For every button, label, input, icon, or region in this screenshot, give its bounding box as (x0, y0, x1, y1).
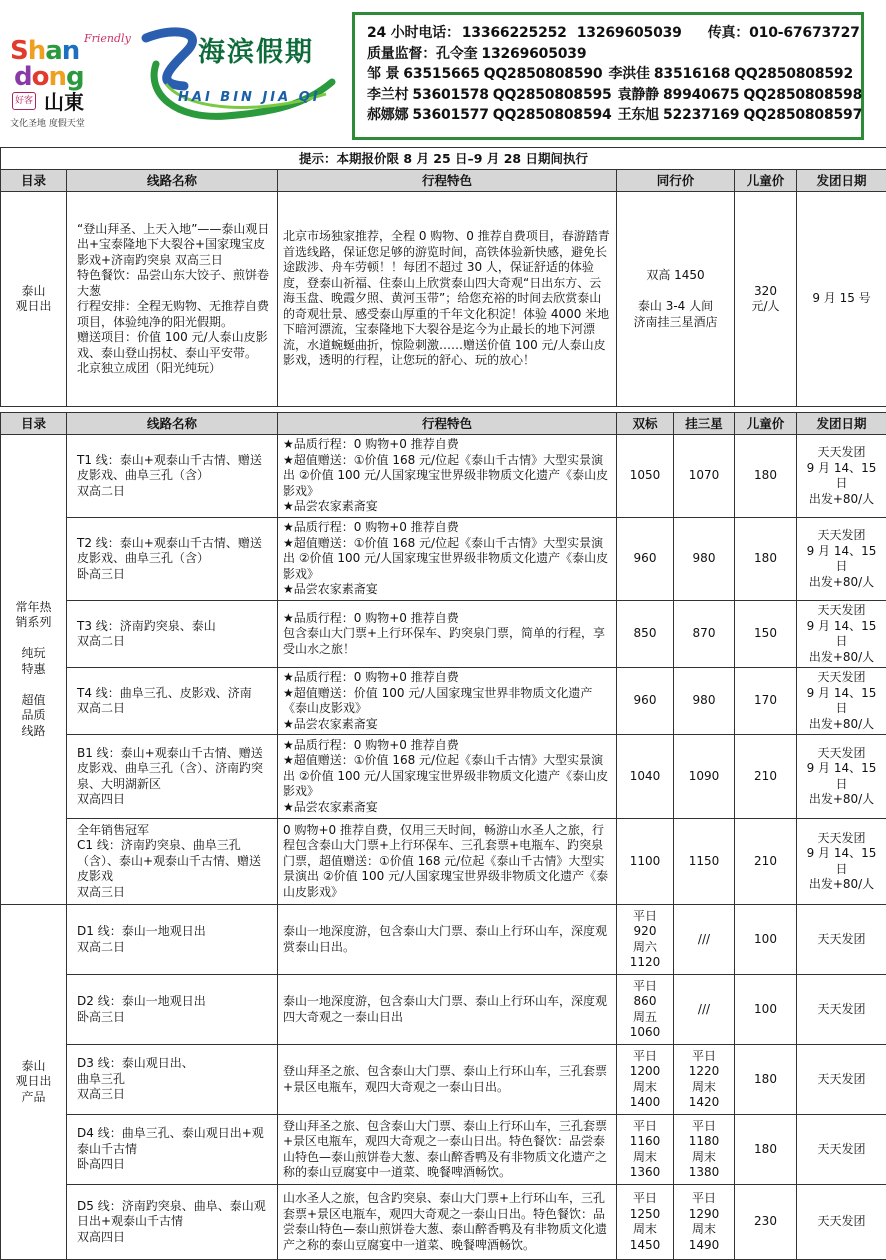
staff-qq: QQ2850808594 (492, 107, 612, 123)
table-row (1, 518, 886, 601)
depart-cell: 天天发团 (797, 1045, 886, 1115)
group-hot-sellers (1, 435, 886, 905)
table-row (1, 1115, 886, 1185)
shuangbiao-price-cell: 850 (617, 601, 674, 668)
depart-cell: 天天发团 (797, 975, 886, 1045)
qa-name: 孔令奎 (436, 45, 478, 62)
child-price-cell: 230 (735, 1185, 797, 1260)
route-cell: B1 线：泰山+观泰山千古情、赠送皮影戏、曲阜三孔（含）、济南趵突泉、大明湖新区 双高四日 (67, 735, 278, 819)
route-cell: D1 线：泰山一地观日出 双高二日 (67, 905, 278, 975)
staff-name: 邹 景 (367, 66, 400, 82)
depart-cell: 天天发团 9 月 14、15 日 出发+80/人 (797, 819, 886, 905)
hotline-label: 24 小时电话： (367, 25, 460, 41)
col-route: 线路名称 (67, 413, 278, 435)
header (0, 0, 886, 146)
staff-phone: 52237169 (662, 107, 740, 123)
shuangbiao-price-cell: 1100 (617, 819, 674, 905)
features-cell: ★品质行程：0 购物+0 推荐自费 包含泰山大门票+上行环保车、趵突泉门票，简单的行程，享受山水之旅！ (278, 601, 617, 668)
logo-haibin-pinyin: HAI BIN JIA QI (178, 90, 321, 105)
staff-phone: 53601578 (412, 86, 489, 103)
features-cell: 0 购物+0 推荐自费，仅用三天时间，畅游山水圣人之旅，行程包含泰山大门票+上行环保车、三孔套票+电瓶车、趵突泉门票，超值赠送：①价值 168 元/位起《泰山千古情》大型实景演出 ②价值 100 元/人国家瑰宝世界级非物质文化遗产《泰山皮影戏》 (278, 819, 617, 905)
three-star-price-cell: 1070 (674, 435, 735, 518)
depart-cell: 天天发团 9 月 14、15 日 出发+80/人 (797, 735, 886, 819)
table-row (1, 435, 886, 518)
col-category: 目录 (1, 413, 67, 435)
route-cell: T1 线：泰山+观泰山千古情、赠送皮影戏、曲阜三孔（含） 双高二日 (67, 435, 278, 518)
child-price-cell: 180 (735, 1115, 797, 1185)
child-price-cell: 100 (735, 905, 797, 975)
depart-cell: 9 月 15 号 (797, 192, 886, 407)
depart-cell: 天天发团 (797, 1185, 886, 1260)
contact-qa-line (367, 44, 861, 65)
col-depart-date: 发团日期 (797, 413, 886, 435)
three-star-price-cell: /// (674, 975, 735, 1045)
child-price-cell: 100 (735, 975, 797, 1045)
shuangbiao-price-cell: 平日 920 周六 1120 (617, 905, 674, 975)
staff-phone: 89940675 (662, 86, 740, 103)
shuangbiao-price-cell: 1050 (617, 435, 674, 518)
table-row (1, 1185, 886, 1260)
table-row (1, 819, 886, 905)
route-cell: D4 线：曲阜三孔、泰山观日出+观泰山千古情 卧高四日 (67, 1115, 278, 1185)
staff-phone: 53601577 (412, 107, 489, 123)
features-cell: ★品质行程：0 购物+0 推荐自费 ★超值赠送：价值 100 元/人国家瑰宝世界非物质文化遗产《泰山皮影戏》 ★品尝农家素斋宴 (278, 668, 617, 735)
three-star-price-cell: 870 (674, 601, 735, 668)
depart-cell: 天天发团 9 月 14、15 日 出发+80/人 (797, 601, 886, 668)
staff-name: 郝娜娜 (367, 107, 409, 123)
fax-label: 传真： (707, 25, 750, 41)
depart-cell: 天天发团 (797, 905, 886, 975)
shuangbiao-price-cell: 平日 860 周五 1060 (617, 975, 674, 1045)
category-cell: 常年热 销系列 纯玩 特惠 超值 品质 线路 (1, 435, 67, 905)
col-child-price: 儿童价 (735, 170, 797, 192)
staff-name: 王东旭 (617, 107, 659, 123)
three-star-price-cell: 1090 (674, 735, 735, 819)
route-price-table (0, 412, 886, 1260)
col-peer-price: 同行价 (617, 170, 735, 192)
features-cell: ★品质行程：0 购物+0 推荐自费 ★超值赠送：①价值 168 元/位起《泰山千古情》大型实景演出 ②价值 100 元/人国家瑰宝世界级非物质文化遗产《泰山皮影戏》 ★品尝农家素斋宴 (278, 735, 617, 819)
col-category: 目录 (1, 170, 67, 192)
features-cell: 登山拜圣之旅、包含泰山大门票、泰山上行环山车，三孔套票+景区电瓶车，观四大奇观之一泰山日出。 (278, 1045, 617, 1115)
shuangbiao-price-cell: 960 (617, 518, 674, 601)
staff-name: 袁静静 (617, 86, 659, 103)
table-row (1, 192, 886, 407)
logo-seal-icon: 好客 (12, 92, 36, 110)
col-features: 行程特色 (278, 413, 617, 435)
depart-cell: 天天发团 9 月 14、15 日 出发+80/人 (797, 435, 886, 518)
three-star-price-cell: /// (674, 905, 735, 975)
shuangbiao-price-cell: 平日 1200 周末 1400 (617, 1045, 674, 1115)
child-price-cell: 180 (735, 518, 797, 601)
features-cell: 泰山一地深度游，包含泰山大门票、泰山上行环山车，深度观四大奇观之一泰山日出 (278, 975, 617, 1045)
route-cell: D3 线：泰山观日出、 曲阜三孔 双高三日 (67, 1045, 278, 1115)
route-cell: D2 线：泰山一地观日出 卧高三日 (67, 975, 278, 1045)
three-star-price-cell: 980 (674, 518, 735, 601)
staff-qq: QQ2850808590 (483, 66, 603, 82)
child-price-cell: 210 (735, 819, 797, 905)
qa-label: 质量监督： (367, 45, 436, 62)
logo-friendly-text: Friendly (84, 32, 131, 45)
child-price-cell: 210 (735, 735, 797, 819)
route-cell: T3 线：济南趵突泉、泰山 双高二日 (67, 601, 278, 668)
contact-box (352, 12, 864, 140)
three-star-price-cell: 1150 (674, 819, 735, 905)
peer-price-cell: 双高 1450 泰山 3-4 人间 济南挂三星酒店 (617, 192, 735, 407)
col-route: 线路名称 (67, 170, 278, 192)
three-star-price-cell: 980 (674, 668, 735, 735)
child-price-cell: 180 (735, 1045, 797, 1115)
shandong-logo (8, 32, 131, 136)
table-row (1, 975, 886, 1045)
three-star-price-cell: 平日 1180 周末 1380 (674, 1115, 735, 1185)
contact-hotline-line (367, 23, 861, 44)
logo-dong-text: dong (14, 62, 84, 92)
table-row (1, 1045, 886, 1115)
child-price-cell: 180 (735, 435, 797, 518)
staff-qq: QQ2850808592 (734, 66, 854, 82)
child-price-cell: 170 (735, 668, 797, 735)
col-child-price: 儿童价 (735, 413, 797, 435)
shuangbiao-price-cell: 1040 (617, 735, 674, 819)
features-cell: 登山拜圣之旅、包含泰山大门票、泰山上行环山车，三孔套票+景区电瓶车，观四大奇观之一泰山日出。特色餐饮：品尝泰山特色—泰山煎饼卷大葱、泰山醉香鸭及有非物质文化遗产之称的泰山豆腐宴中一道菜、晚餐啤酒畅饮。 (278, 1115, 617, 1185)
qa-phone: 13269605039 (481, 45, 587, 62)
route-cell: T4 线：曲阜三孔、皮影戏、济南 双高二日 (67, 668, 278, 735)
col-three-star: 挂三星 (674, 413, 735, 435)
col-depart-date: 发团日期 (797, 170, 886, 192)
features-cell: ★品质行程：0 购物+0 推荐自费 ★超值赠送：①价值 168 元/位起《泰山千古情》大型实景演出 ②价值 100 元/人国家瑰宝世界级非物质文化遗产《泰山皮影戏》 ★品尝农家素斋宴 (278, 435, 617, 518)
staff-phone: 63515665 (403, 66, 480, 82)
col-features: 行程特色 (278, 170, 617, 192)
shuangbiao-price-cell: 平日 1250 周末 1450 (617, 1185, 674, 1260)
haibin-logo (136, 24, 342, 136)
logo-slogan: 文化圣地 度假天堂 (10, 119, 85, 129)
featured-route-table (0, 147, 886, 407)
features-cell: 泰山一地深度游，包含泰山大门票、泰山上行环山车，深度观赏泰山日出。 (278, 905, 617, 975)
shuangbiao-price-cell: 960 (617, 668, 674, 735)
fax-number: 010-67673727 (749, 25, 860, 41)
child-price-cell: 150 (735, 601, 797, 668)
shuangbiao-price-cell: 平日 1160 周末 1360 (617, 1115, 674, 1185)
staff-qq: QQ2850808595 (492, 86, 612, 103)
group-sunrise-products (1, 905, 886, 1260)
features-cell: 北京市场独家推荐，全程 0 购物、0 推荐自费项目，春游踏青首选线路，保证您足够的游览时间，高铁体验新快感，避免长途跋涉、舟车劳顿！！每团不超过 30 人，保证舒适的体验度，登泰山祈福、住泰山上欣赏泰山四大奇观“日出东方、云海玉盘、晚霞夕照、黄河玉带”；给您充裕的时间去欣赏泰山的奇观壮景、感受泰山厚重的千年文化积淀！体验 4000 米地下暗河漂流，宝泰隆地下大裂谷是迄今为止最长的地下河漂流，水道蜿蜒曲折，惊险刺激……赠送价值 100 元/人泰山皮影戏，透明的行程，让您玩的舒心、玩的放心！ (278, 192, 617, 407)
features-cell: ★品质行程：0 购物+0 推荐自费 ★超值赠送：①价值 168 元/位起《泰山千古情》大型实景演出 ②价值 100 元/人国家瑰宝世界级非物质文化遗产《泰山皮影戏》 ★品尝农家素斋宴 (278, 518, 617, 601)
contact-staff-line (367, 105, 861, 126)
table-row (1, 668, 886, 735)
contact-staff-line (367, 85, 861, 106)
child-price-cell: 320 元/人 (735, 192, 797, 407)
hotline-number-2: 13269605039 (576, 25, 682, 41)
route-cell: T2 线：泰山+观泰山千古情、赠送皮影戏、曲阜三孔（含） 卧高三日 (67, 518, 278, 601)
logo-shan-text: Shan (10, 36, 80, 66)
category-cell: 泰山 观日出 (1, 192, 67, 407)
category-cell: 泰山 观日出 产品 (1, 905, 67, 1260)
notice-banner: 提示：本期报价限 8 月 25 日–9 月 28 日期间执行 (1, 148, 886, 170)
staff-phone: 83516168 (653, 66, 731, 82)
table-row (1, 905, 886, 975)
staff-qq: QQ2850808597 (743, 107, 863, 123)
logo-shandong-cn: 山東 (44, 90, 84, 114)
staff-qq: QQ2850808598 (743, 86, 863, 103)
table-row (1, 601, 886, 668)
depart-cell: 天天发团 (797, 1115, 886, 1185)
hotline-number-1: 13366225252 (461, 25, 567, 41)
logo-haibin-cn: 海滨假期 (198, 37, 314, 68)
route-cell: 全年销售冠军 C1 线：济南趵突泉、曲阜三孔（含）、泰山+观泰山千古情、赠送皮影戏 双高三日 (67, 819, 278, 905)
route-cell: D5 线：济南趵突泉、曲阜、泰山观日出+观泰山千古情 双高四日 (67, 1185, 278, 1260)
route-cell: “登山拜圣、上天入地”——泰山观日出+宝泰隆地下大裂谷+国家瑰宝皮影戏+济南趵突泉 双高三日 特色餐饮：品尝山东大饺子、煎饼卷大葱 行程安排：全程无购物、无推荐自费项目，体验纯净的阳光假期。 赠送项目：价值 100 元/人泰山皮影戏、泰山登山拐杖、泰山平安带。 北京独立成团（阳光纯玩） (67, 192, 278, 407)
depart-cell: 天天发团 9 月 14、15 日 出发+80/人 (797, 518, 886, 601)
depart-cell: 天天发团 9 月 14、15 日 出发+80/人 (797, 668, 886, 735)
table-row (1, 735, 886, 819)
col-shuangbiao: 双标 (617, 413, 674, 435)
three-star-price-cell: 平日 1220 周末 1420 (674, 1045, 735, 1115)
three-star-price-cell: 平日 1290 周末 1490 (674, 1185, 735, 1260)
staff-name: 李洪佳 (608, 66, 650, 82)
features-cell: 山水圣人之旅，包含趵突泉、泰山大门票+上行环山车，三孔套票+景区电瓶车，观四大奇观之一泰山日出。特色餐饮：品尝泰山特色—泰山煎饼卷大葱、泰山醉香鸭及有非物质文化遗产之称的泰山豆腐宴中一道菜、晚餐啤酒畅饮。 (278, 1185, 617, 1260)
staff-name: 李兰村 (367, 86, 409, 103)
contact-staff-line (367, 64, 861, 85)
